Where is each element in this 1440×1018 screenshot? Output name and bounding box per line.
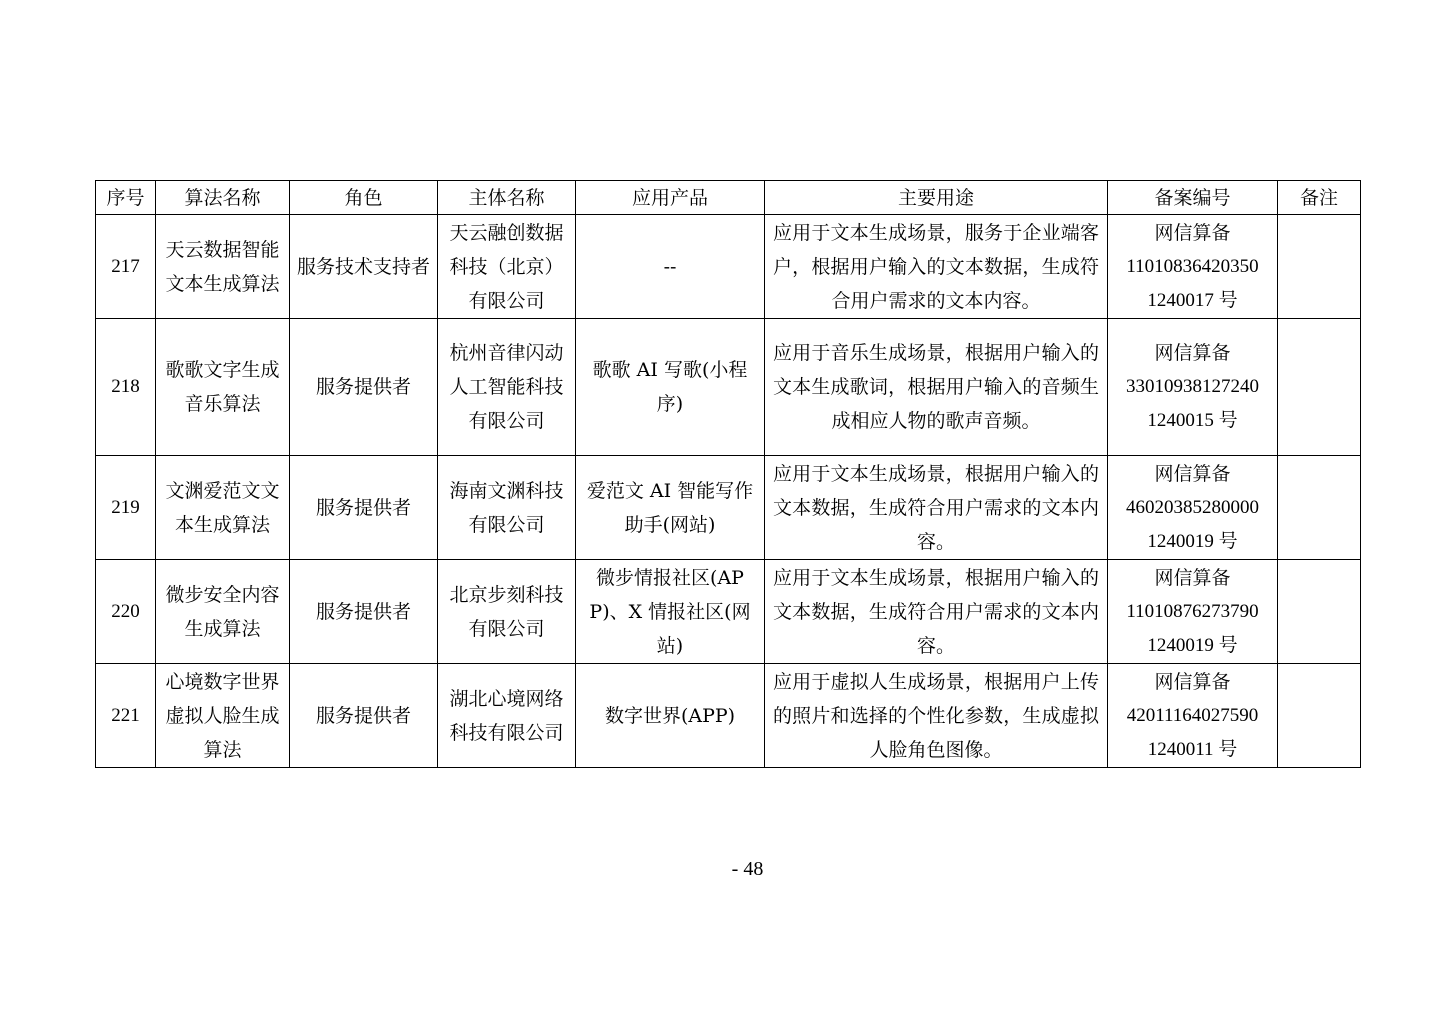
table-row: [96, 319, 1361, 456]
registration-prefix: 网信算备: [1154, 221, 1231, 244]
registration-prefix: 网信算备: [1154, 462, 1231, 485]
algorithm-name: 歌歌文字生成音乐算法: [156, 319, 290, 456]
remark: [1278, 560, 1361, 664]
header-entity-name: 主体名称: [438, 181, 576, 215]
registration-suffix: 1240019 号: [1147, 634, 1238, 656]
usage: 应用于文本生成场景，根据用户输入的文本数据，生成符合用户需求的文本内容。: [765, 560, 1108, 664]
table-header-row: [96, 181, 1361, 215]
product: 微步情报社区(APP)、X 情报社区(网站): [576, 560, 765, 664]
product: --: [576, 215, 765, 319]
algorithm-name: 天云数据智能文本生成算法: [156, 215, 290, 319]
registration-no: [1108, 456, 1278, 560]
role: 服务提供者: [290, 664, 438, 768]
registration-code: 42011164027590: [1126, 704, 1259, 726]
row-number: 221: [96, 664, 156, 768]
registration-suffix: 1240011 号: [1147, 738, 1238, 760]
table-row: [96, 456, 1361, 560]
header-algorithm-name: 算法名称: [156, 181, 290, 215]
entity-name: 天云融创数据科技（北京）有限公司: [438, 215, 576, 319]
algorithm-registry-table: [95, 180, 1361, 768]
role: 服务技术支持者: [290, 215, 438, 319]
product: 数字世界(APP): [576, 664, 765, 768]
header-product: 应用产品: [576, 181, 765, 215]
registration-code: 11010876273790: [1126, 600, 1259, 622]
registration-code: 46020385280000: [1126, 496, 1259, 518]
row-number: 218: [96, 319, 156, 456]
header-usage: 主要用途: [765, 181, 1108, 215]
row-number: 220: [96, 560, 156, 664]
registration-code: 11010836420350: [1126, 255, 1259, 277]
row-number: 219: [96, 456, 156, 560]
algorithm-name: 文渊爱范文文本生成算法: [156, 456, 290, 560]
table-row: [96, 215, 1361, 319]
usage: 应用于文本生成场景，根据用户输入的文本数据，生成符合用户需求的文本内容。: [765, 456, 1108, 560]
row-number: 217: [96, 215, 156, 319]
role: 服务提供者: [290, 560, 438, 664]
registration-suffix: 1240019 号: [1147, 530, 1238, 552]
registration-no: [1108, 319, 1278, 456]
remark: [1278, 456, 1361, 560]
role: 服务提供者: [290, 319, 438, 456]
header-no: 序号: [96, 181, 156, 215]
algorithm-name: 心境数字世界虚拟人脸生成算法: [156, 664, 290, 768]
usage: 应用于文本生成场景，服务于企业端客户，根据用户输入的文本数据，生成符合用户需求的文本内容。: [765, 215, 1108, 319]
entity-name: 杭州音律闪动人工智能科技有限公司: [438, 319, 576, 456]
product: 歌歌 AI 写歌(小程序): [576, 319, 765, 456]
table-row: [96, 664, 1361, 768]
usage: 应用于音乐生成场景，根据用户输入的文本生成歌词，根据用户输入的音频生成相应人物的歌声音频。: [765, 319, 1108, 456]
registration-suffix: 1240017 号: [1147, 289, 1238, 311]
entity-name: 北京步刻科技有限公司: [438, 560, 576, 664]
registration-prefix: 网信算备: [1154, 342, 1231, 364]
registration-prefix: 网信算备: [1154, 670, 1231, 693]
header-role: 角色: [290, 181, 438, 215]
entity-name: 湖北心境网络科技有限公司: [438, 664, 576, 768]
header-remark: 备注: [1278, 181, 1361, 215]
remark: [1278, 664, 1361, 768]
usage: 应用于虚拟人生成场景，根据用户上传的照片和选择的个性化参数，生成虚拟人脸角色图像。: [765, 664, 1108, 768]
registration-code: 33010938127240: [1126, 376, 1259, 397]
role: 服务提供者: [290, 456, 438, 560]
remark: [1278, 319, 1361, 456]
page-number: - 48: [731, 858, 764, 880]
entity-name: 海南文渊科技有限公司: [438, 456, 576, 560]
header-registration-no: 备案编号: [1108, 181, 1278, 215]
registration-no: [1108, 560, 1278, 664]
remark: [1278, 215, 1361, 319]
registration-suffix: 1240015 号: [1147, 410, 1238, 431]
algorithm-name: 微步安全内容生成算法: [156, 560, 290, 664]
registration-prefix: 网信算备: [1154, 566, 1231, 589]
table-row: [96, 560, 1361, 664]
registration-no: [1108, 215, 1278, 319]
product: 爱范文 AI 智能写作助手(网站): [576, 456, 765, 560]
registration-no: [1108, 664, 1278, 768]
